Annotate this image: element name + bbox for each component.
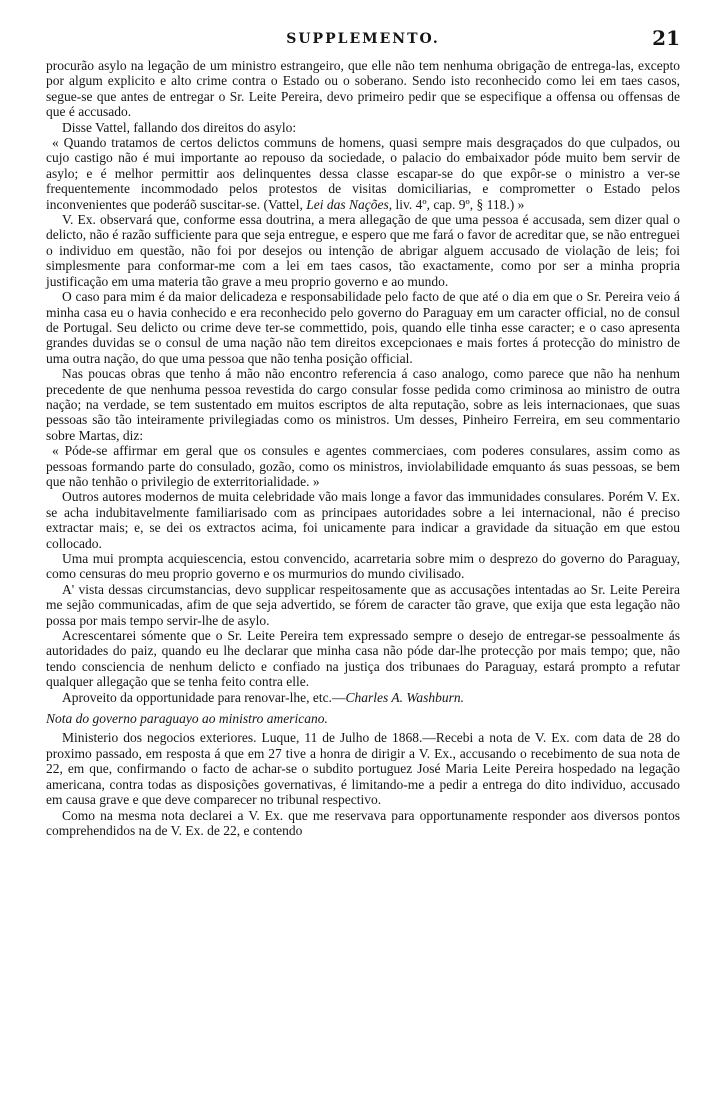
paragraph: O caso para mim é da maior delicadeza e responsabilidade pelo facto de que até o dia em que o Sr. Pereira veio á minha casa eu o havia conhecido e era reconhecido pelo governo do Paraguay em um caracter official, no de consul de Portugal. Seu delicto ou crime deve ter-se commettido, pois, quando elle tinha esse caracter; e o caso apresenta grandes duvidas se o consul de uma nação não tem direitos excepcionaes e mais fortes á protecção do ministro de uma outra nação, do que uma pessoa que não tenha posição official.	[46, 289, 680, 366]
closing-text: Aproveito da opportunidade para renovar-lhe, etc.—	[62, 689, 346, 705]
paragraph: procurão asylo na legação de um ministro estrangeiro, que elle não tem nenhuma obrigação de entrega-las, excepto por algum explicito e alto crime contra o Estado ou o soberano. Sendo isto reconhecido como lei em taes casos, segue-se que antes de entregar o Sr. Leite Pereira, devo primeiro pedir que se especifique a offensa ou offensas de que é accusado.	[46, 58, 680, 120]
quotation-text: « Quando tratamos de certos delictos communs de homens, quasi sempre mais desgraçados do que culpados, ou cujo castigo não é mui importante ao repouso da sociedade, o palacio do embaixador póde muito bem servir de asylo; e é melhor permittir aos delinquentes dessa classe escapar-se do que expôr-se o ministro a ver-se frequentemente incommodado pelos protestos de visitas domiciliarias, e comprometter o Estado pelos inconvenientes que poderáõ suscitar-se. (Vattel,	[46, 135, 680, 212]
paragraph: Como na mesma nota declarei a V. Ex. que me reservava para opportunamente responder aos diversos pontos comprehendidos na de V. Ex. de 22, e contendo	[46, 807, 680, 838]
paragraph: Ministerio dos negocios exteriores. Luque, 11 de Julho de 1868.—Recebi a nota de V. Ex. com data de 28 do proximo passado, em resposta á que em 27 tive a honra de dirigir a V. Ex., accusando o recebimento de sua nota de 22, em que, confirmando o facto de achar-se o subdito portuguez José Maria Leite Pereira hospedado na legação americana, contra todas as disposições governativas, é limitando-me a pedir a entrega do dito individuo, accusado em causa grave e que deve comparecer no tribunal respectivo.	[46, 730, 680, 808]
paragraph: Disse Vattel, fallando dos direitos do asylo:	[62, 119, 297, 135]
paragraph: Uma mui prompta acquiescencia, estou convencido, acarretaria sobre mim o desprezo do governo do Paraguay, como censuras do meu proprio governo e os murmurios do mundo civilisado.	[46, 551, 680, 582]
paragraph: Nas poucas obras que tenho á mão não encontro referencia á caso analogo, como parece que não ha nenhum precedente de que nenhuma pessoa revestida do cargo consular fosse pedida como criminosa ao ministro de outra nação; na verdade, se tem sustentado em muitos escriptos de alta reputação, sobre as leis internacionaes, que suas pessoas são tão inteiramente privilegiadas como os ministros. Um desses, Pinheiro Ferreira, em seu commentario sobre Martas, diz:	[46, 366, 680, 443]
paragraph: Acrescentarei sómente que o Sr. Leite Pereira tem expressado sempre o desejo de entregar-se pessoalmente ás autoridades do paiz, quando eu lhe declarar que minha casa não póde dar-lhe protecção por mais tempo; que, não tendo consciencia de nenhum delicto e confiado na justiça dos tribunaes do Paraguay, estará prompto a refutar qualquer allegação que se tenha feito contra elle.	[46, 628, 680, 690]
page-number: 21	[652, 26, 680, 50]
running-header	[46, 26, 680, 52]
section-heading: Nota do governo paraguayo ao ministro americano.	[46, 711, 328, 727]
signature: Charles A. Washburn.	[345, 689, 465, 705]
body-text	[46, 58, 680, 838]
closing-line	[46, 690, 680, 705]
quotation: « Póde-se affirmar em geral que os consules e agentes commerciaes, com poderes consulares, assim como as pessoas formando parte do consulado, gozão, como os ministros, inviolabilidade emquanto ás suas pessoas, se bem que não tenhão o privilegio de exterritorialidade. »	[46, 443, 680, 489]
citation-title: Lei das Nações	[306, 196, 389, 212]
citation-reference: , liv. 4º, cap. 9º, § 118.) »	[388, 196, 525, 212]
quotation	[46, 135, 680, 212]
paragraph: A' vista dessas circumstancias, devo supplicar respeitosamente que as accusações intentadas ao Sr. Leite Pereira me sejão communicadas, afim de que seja advertido, se fórem de caracter tão grave, que exija que esta legação não possa por mais tempo servir-lhe de asylo.	[46, 581, 680, 628]
running-title: SUPPLEMENTO.	[286, 31, 440, 47]
paragraph: Outros autores modernos de muita celebridade vão mais longe a favor das immunidades consulares. Porém V. Ex. se acha indubitavelmente familiarisado com as principaes autoridades sobre a lei internacional, não é preciso extractar mais; e, se dei os extractos acima, foi unicamente para indicar a gravidade da situação em que estou collocado.	[46, 489, 680, 551]
document-page	[46, 26, 680, 838]
paragraph: V. Ex. observará que, conforme essa doutrina, a mera allegação de que uma pessoa é accusada, sem dizer qual o delicto, não é razão sufficiente para que seja entregue, e espero que me fará o favor de acreditar que, se não entreguei o individuo em questão, não foi por desejos ou intenção de abrigar alguem accusado de violação de leis; foi simplesmente para conformar-me com a lei em taes casos, tão exactamente, como por ser a minha propria justificação em uma materia tão grave a meu proprio governo e ao mundo.	[46, 212, 680, 289]
